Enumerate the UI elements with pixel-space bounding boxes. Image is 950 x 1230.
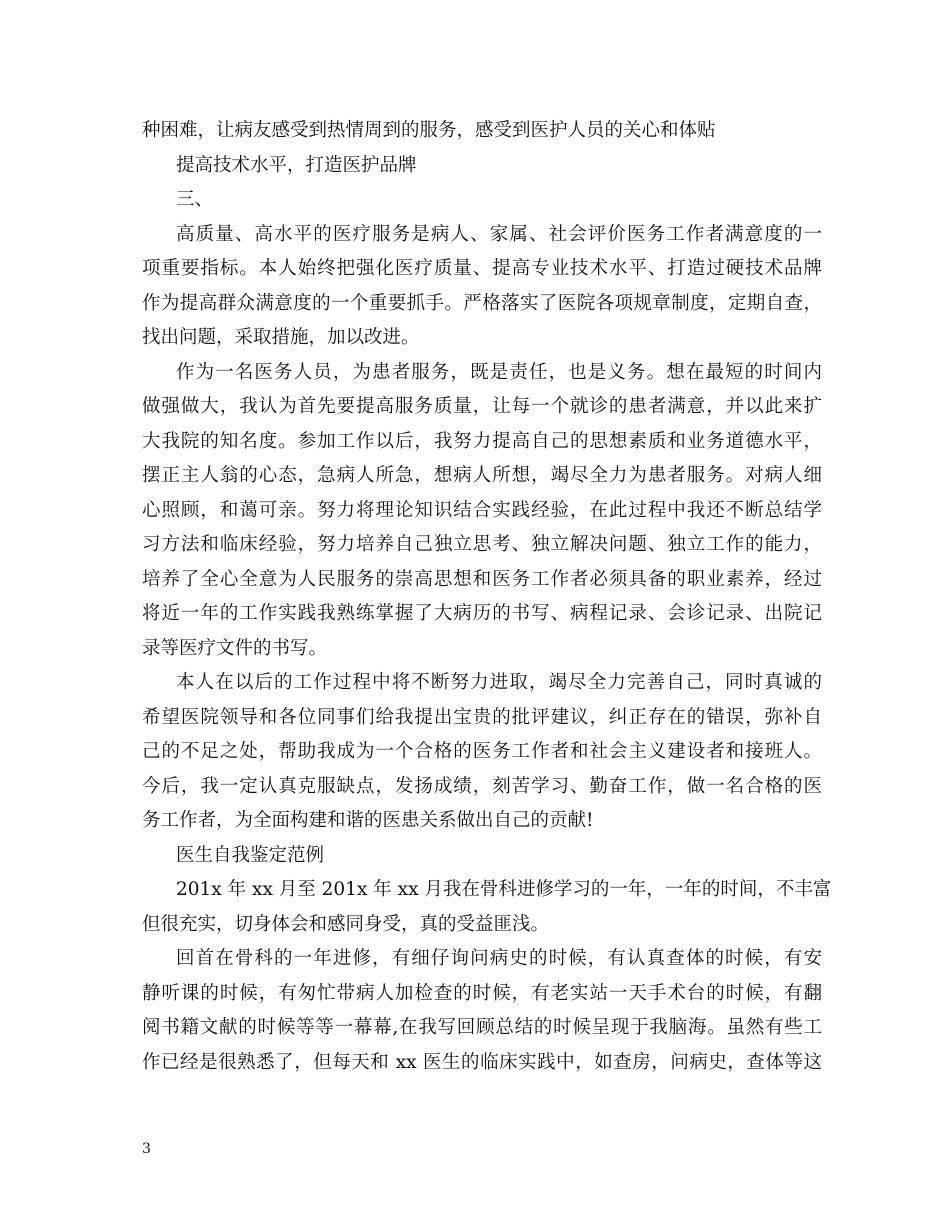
text-line: 录等医疗文件的书写。 bbox=[142, 637, 328, 659]
text-line: 大我院的知名度。参加工作以后，我努力提高自己的思想素质和业务道德水平， bbox=[142, 430, 822, 452]
text-line: 回首在骨科的一年进修，有细仔询问病史的时候，有认真查体的时候，有安 bbox=[176, 948, 822, 969]
text-line: 习方法和临床经验，努力培养自己独立思考、独立解决问题、独立工作的能力， bbox=[142, 534, 822, 555]
text-line: 将近一年的工作实践我熟练掌握了大病历的书写、病程记录、会诊记录、出院记 bbox=[142, 603, 822, 624]
text-line: 作为提高群众满意度的一个重要抓手。严格落实了医院各项规章制度，定期自查， bbox=[142, 292, 822, 314]
text-line: 201x 年 xx 月至 201x 年 xx 月我在骨科进修学习的一年，一年的时间，不丰富 bbox=[176, 879, 832, 900]
text-line: 高质量、高水平的医疗服务是病人、家属、社会评价医务工作者满意度的一 bbox=[176, 223, 822, 245]
text-line: 培养了全心全意为人民服务的崇高思想和医务工作者必须具备的职业素养，经过 bbox=[142, 568, 822, 590]
text-line: 医生自我鉴定范例 bbox=[176, 844, 325, 866]
text-line: 作为一名医务人员，为患者服务，既是责任，也是义务。想在最短的时间内 bbox=[176, 361, 822, 383]
text-line: 己的不足之处，帮助我成为一个合格的医务工作者和社会主义建设者和接班人。 bbox=[142, 741, 822, 762]
text-line: 提高技术水平，打造医护品牌 bbox=[176, 154, 417, 176]
text-line: 务工作者，为全面构建和谐的医患关系做出自己的贡献! bbox=[142, 810, 594, 831]
text-line: 但很充实，切身体会和感同身受，真的受益匪浅。 bbox=[142, 913, 550, 935]
text-line: 静听课的时候，有匆忙带病人加检查的时候，有老实站一天手术台的时候，有翻 bbox=[142, 982, 822, 1004]
text-line: 阅书籍文献的时候等等一幕幕,在我写回顾总结的时候呈现于我脑海。虽然有些工 bbox=[142, 1017, 822, 1038]
text-line: 三、 bbox=[176, 189, 214, 210]
text-line: 心照顾，和蔼可亲。努力将理论知识结合实践经验，在此过程中我还不断总结学 bbox=[142, 499, 822, 521]
text-line: 摆正主人翁的心态，急病人所急，想病人所想，竭尽全力为患者服务。对病人细 bbox=[142, 465, 822, 486]
text-line: 种困难，让病友感受到热情周到的服务，感受到医护人员的关心和体贴 bbox=[142, 120, 716, 141]
text-line: 作已经是很熟悉了，但每天和 xx 医生的临床实践中，如查房，问病史，查体等这 bbox=[142, 1051, 822, 1073]
text-line: 今后，我一定认真克服缺点，发扬成绩，刻苦学习、勤奋工作，做一名合格的医 bbox=[142, 775, 822, 797]
body-text bbox=[142, 114, 832, 1080]
text-line: 找出问题，采取措施，加以改进。 bbox=[142, 327, 420, 348]
text-line: 做强做大，我认为首先要提高服务质量，让每一个就诊的患者满意，并以此来扩 bbox=[142, 396, 822, 417]
text-line: 本人在以后的工作过程中将不断努力进取，竭尽全力完善自己，同时真诚的 bbox=[176, 672, 822, 693]
text-line: 希望医院领导和各位同事们给我提出宝贵的批评建议，纠正存在的错误，弥补自 bbox=[142, 706, 822, 728]
text-line: 项重要指标。本人始终把强化医疗质量、提高专业技术水平、打造过硬技术品牌 bbox=[142, 258, 822, 279]
page-number: 3 bbox=[142, 1141, 151, 1157]
